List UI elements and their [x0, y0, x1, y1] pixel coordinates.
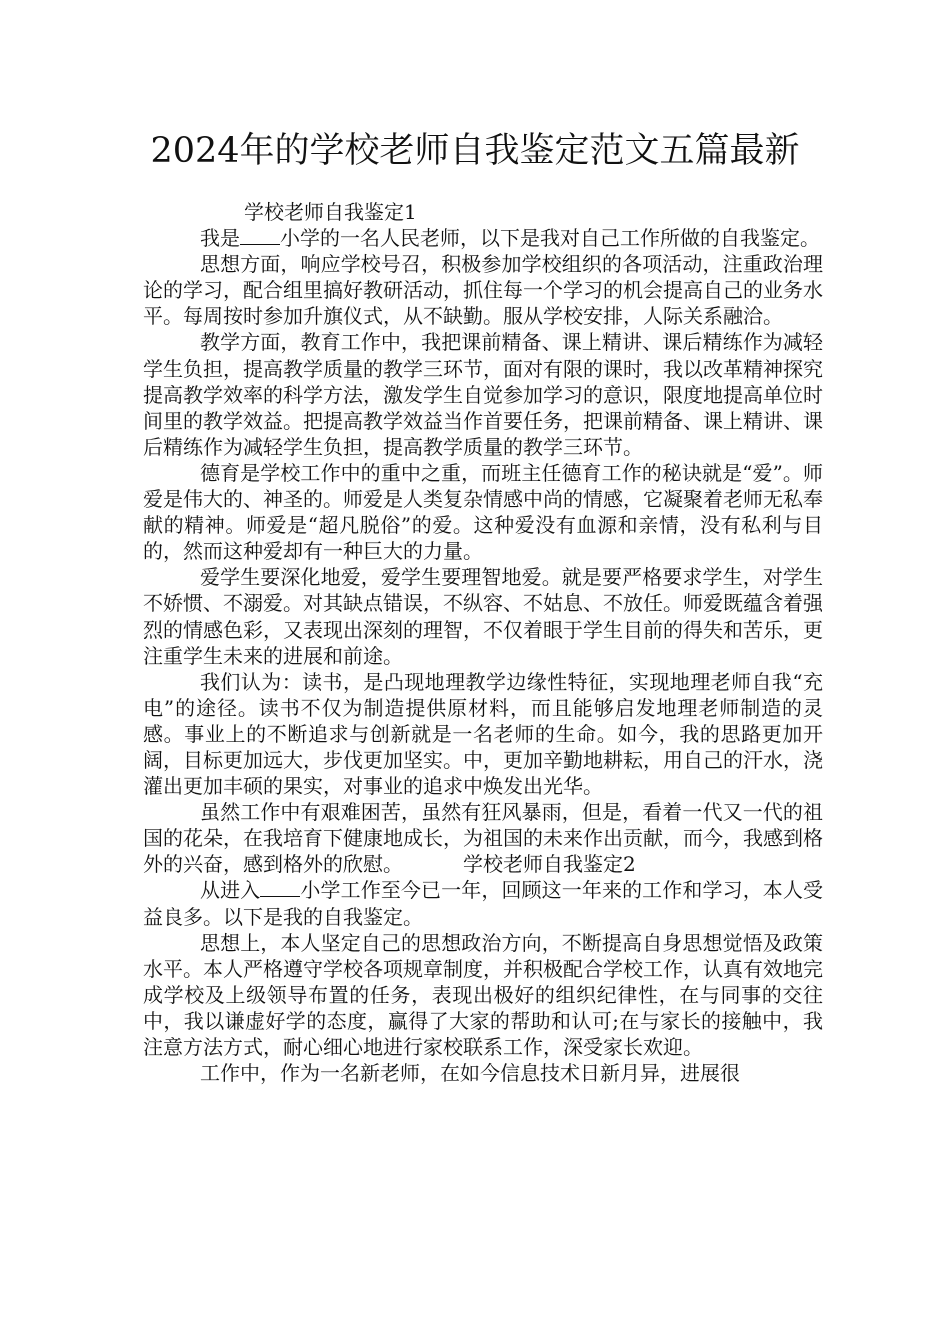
document-body: [143, 199, 823, 1086]
paragraph: [143, 225, 823, 251]
paragraph: [143, 799, 823, 877]
document-title: 2024年的学校老师自我鉴定范文五篇最新: [150, 131, 800, 171]
paragraph-text: 小学的一名人民老师，以下是我对自己工作所做的自我鉴定。: [280, 226, 820, 251]
paragraph-text: 我是: [200, 226, 240, 251]
section-heading-1: 学校老师自我鉴定1: [244, 200, 417, 224]
section-heading-2: 学校老师自我鉴定2: [463, 852, 636, 877]
paragraph-text: 虽然工作中有艰难困苦，虽然有狂风暴雨，但是，看着一代又一代的祖国的花朵，在我培育下健康地成长，为祖国的未来作出贡献，而今，我感到格外的兴奋，感到格外的欣慰。: [143, 800, 823, 877]
paragraph: 工作中，作为一名新老师，在如今信息技术日新月异，进展很: [200, 1061, 740, 1086]
paragraph-text: 从进入: [200, 878, 261, 903]
paragraph: 我们认为：读书，是凸现地理教学边缘性特征，实现地理老师自我“充电”的途径。读书不仅为制造提供原材料，而且能够启发地理老师制造的灵感。事业上的不断追求与创新就是一名老师的生命。如今，我的思路更加开阔，目标更加远大，步伐更加坚实。中，更加辛勤地耕耘，用自己的汗水，浇灌出更加丰硕的果实，对事业的追求中焕发出光华。: [143, 669, 823, 799]
fill-in-blank: [260, 878, 300, 897]
fill-in-blank: [240, 226, 280, 245]
paragraph: 爱学生要深化地爱，爱学生要理智地爱。就是要严格要求学生，对学生不娇惯、不溺爱。对其缺点错误，不纵容、不姑息、不放任。师爱既蕴含着强烈的情感色彩，又表现出深刻的理智，不仅着眼于学生目前的得失和苦乐，更注重学生未来的进展和前途。: [143, 565, 823, 668]
paragraph: 思想方面，响应学校号召，积极参加学校组织的各项活动，注重政治理论的学习，配合组里搞好教研活动，抓住每一个学习的机会提高自己的业务水平。每周按时参加升旗仪式，从不缺勤。服从学校安排，人际关系融洽。: [143, 252, 823, 329]
paragraph: 思想上，本人坚定自己的思想政治方向，不断提高自身思想觉悟及政策水平。本人严格遵守学校各项规章制度，并积极配合学校工作，认真有效地完成学校及上级领导布置的任务，表现出极好的组织纪律性，在与同事的交往中，我以谦虚好学的态度，赢得了大家的帮助和认可;在与家长的接触中，我注意方法方式，耐心细心地进行家校联系工作，深受家长欢迎。: [143, 930, 823, 1059]
paragraph: 教学方面，教育工作中，我把课前精备、课上精讲、课后精练作为减轻学生负担，提高教学质量的教学三环节，面对有限的课时，我以改革精神探究提高教学效率的科学方法，激发学生自觉参加学习的意识，限度地提高单位时间里的教学效益。把提高教学效益当作首要任务，把课前精备、课上精讲、课后精练作为减轻学生负担，提高教学质量的教学三环节。: [143, 330, 823, 459]
paragraph-text: 小学工作至今已一年，回顾这一年来的工作和学习，本人受益良多。以下是我的自我鉴定。: [143, 878, 824, 929]
paragraph: [143, 877, 823, 929]
paragraph: 德育是学校工作中的重中之重，而班主任德育工作的秘诀就是“爱”。师爱是伟大的、神圣的。师爱是人类复杂情感中尚的情感，它凝聚着老师无私奉献的精神。师爱是“超凡脱俗”的爱。这种爱没有血源和亲情，没有私利与目的，然而这种爱却有一种巨大的力量。: [143, 460, 823, 564]
